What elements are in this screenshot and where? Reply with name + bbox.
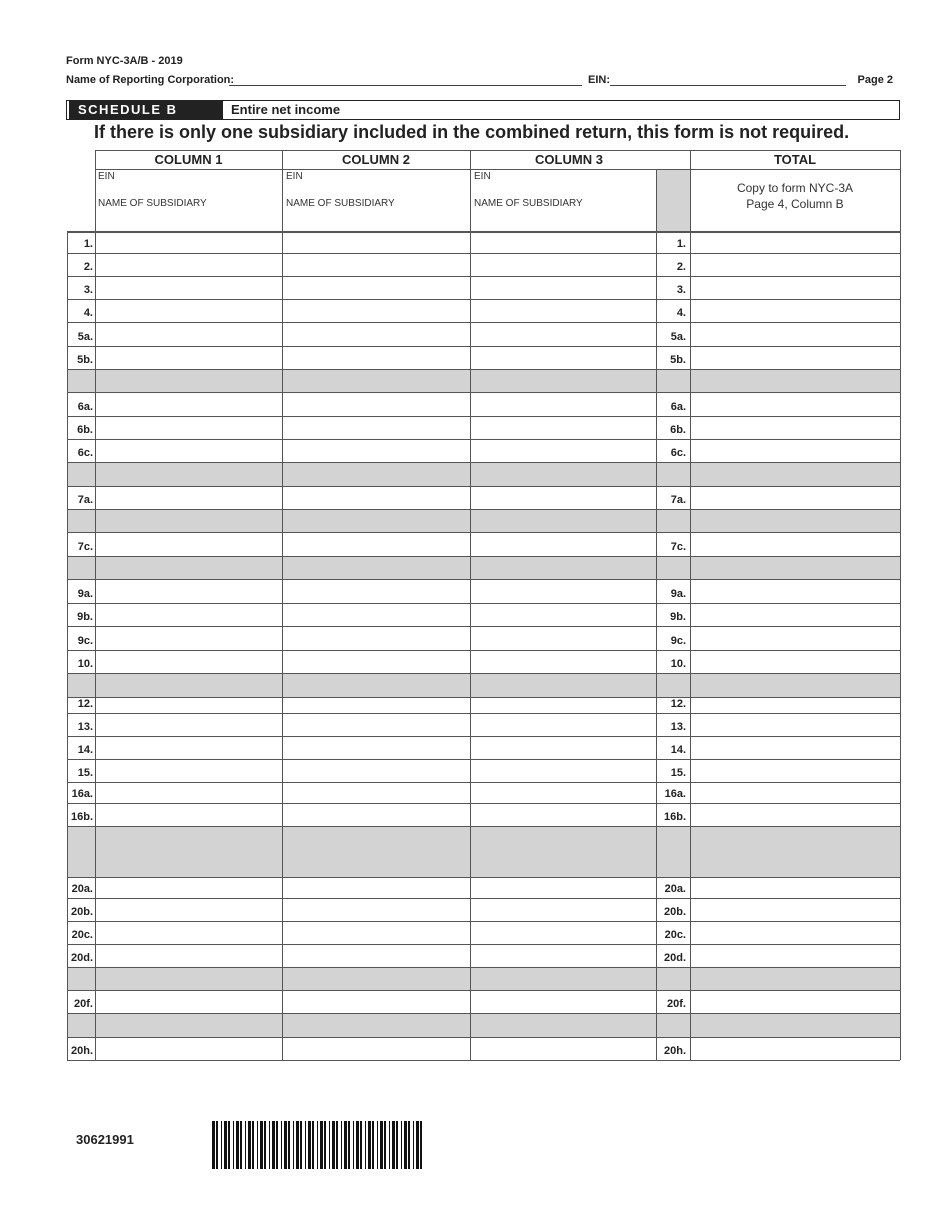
barcode-bar [416,1121,419,1169]
amount-cell[interactable] [283,580,469,602]
barcode-bar [308,1121,311,1169]
header-rule [95,169,900,170]
barcode-bar [252,1121,254,1169]
barcode-bar [272,1121,275,1169]
line-number-left: 2. [83,261,93,273]
amount-cell[interactable] [96,878,281,897]
row-rule [67,673,900,674]
amount-cell[interactable] [471,487,655,508]
line-number-left: 13. [77,721,93,733]
line-number-left: 3. [83,284,93,296]
row-rule [67,1013,900,1014]
amount-cell[interactable] [283,347,469,368]
amount-cell[interactable] [691,945,899,966]
amount-cell[interactable] [471,347,655,368]
line-number-right: 6a. [670,401,686,413]
line-number-right: 6b. [670,424,686,436]
amount-cell[interactable] [96,627,281,649]
line-number-left: 1. [83,238,93,250]
schedule-title: Entire net income [231,102,341,117]
line-number-left: 9a. [77,588,93,600]
shaded-row [67,1013,900,1037]
copy-note [690,180,900,212]
line-number-left: 7c. [77,541,93,553]
barcode-bar [372,1121,374,1169]
column-3-header: COLUMN 3 [535,152,603,167]
shaded-row [67,967,900,990]
line-number-right: 16b. [663,811,686,823]
amount-cell[interactable] [283,899,469,920]
amount-cell[interactable] [283,533,469,555]
amount-cell[interactable] [471,323,655,345]
amount-cell[interactable] [96,393,281,415]
amount-cell[interactable] [471,627,655,649]
amount-cell[interactable] [691,487,899,508]
amount-cell[interactable] [691,277,899,298]
barcode-bar [276,1121,278,1169]
header-shade-cell [656,170,690,231]
amount-cell[interactable] [96,1038,281,1059]
amount-cell[interactable] [96,991,281,1012]
amount-cell[interactable] [471,254,655,275]
amount-cell[interactable] [691,440,899,461]
col2-subsidiary-label: NAME OF SUBSIDIARY [286,198,395,209]
amount-cell[interactable] [471,714,655,735]
barcode-bar [300,1121,302,1169]
line-number-left: 20a. [71,883,93,895]
amount-cell[interactable] [96,714,281,735]
amount-cell[interactable] [96,580,281,602]
shaded-row [67,509,900,532]
amount-cell[interactable] [96,760,281,781]
barcode-bar [392,1121,395,1169]
line-number-left: 6b. [77,424,93,436]
amount-cell[interactable] [283,783,469,802]
amount-cell[interactable] [283,277,469,298]
col2-ein-label: EIN [286,171,303,182]
line-number-left: 12. [77,698,93,710]
amount-cell[interactable] [691,393,899,415]
col1-ein-label: EIN [98,171,115,182]
barcode-bar [341,1121,342,1169]
barcode-bar [348,1121,350,1169]
barcode-bar [329,1121,330,1169]
shaded-row [67,462,900,486]
barcode-bar [380,1121,383,1169]
line-number-left: 20h. [70,1045,93,1057]
amount-cell[interactable] [283,440,469,461]
line-number-right: 9a. [670,588,686,600]
line-number-right: 9c. [670,635,686,647]
line-number-right: 2. [676,261,686,273]
line-number-left: 20f. [74,998,93,1010]
amount-cell[interactable] [471,393,655,415]
col1-subsidiary-label: NAME OF SUBSIDIARY [98,198,207,209]
amount-cell[interactable] [96,945,281,966]
barcode-bar [413,1121,414,1169]
row-rule [67,462,900,463]
row-rule [67,1060,900,1061]
amount-cell[interactable] [283,760,469,781]
ein-label: EIN: [588,74,610,86]
amount-cell[interactable] [471,737,655,758]
barcode-bar [240,1121,242,1169]
amount-cell[interactable] [471,945,655,966]
line-number-right: 3. [676,284,686,296]
amount-cell[interactable] [283,651,469,672]
amount-cell[interactable] [691,604,899,625]
amount-cell[interactable] [471,232,655,252]
row-rule [67,556,900,557]
amount-cell[interactable] [691,804,899,825]
barcode-bar [212,1121,215,1169]
line-number-left: 6a. [77,401,93,413]
barcode-bar [221,1121,222,1169]
barcode-bar [401,1121,402,1169]
amount-cell[interactable] [283,487,469,508]
amount-cell[interactable] [471,991,655,1012]
amount-cell[interactable] [471,783,655,802]
amount-cell[interactable] [471,417,655,438]
amount-cell[interactable] [283,627,469,649]
amount-cell[interactable] [96,300,281,321]
line-number-right: 20c. [664,929,686,941]
barcode-bar [260,1121,263,1169]
amount-cell[interactable] [691,533,899,555]
barcode-bar [248,1121,251,1169]
line-number-right: 14. [670,744,686,756]
amount-cell[interactable] [471,922,655,943]
amount-cell[interactable] [96,899,281,920]
line-number-right: 5a. [670,331,686,343]
amount-cell[interactable] [96,922,281,943]
barcode-bar [324,1121,326,1169]
line-number-left: 16b. [70,811,93,823]
notice-text: If there is only one subsidiary included in the combined return, this form is not required. [94,122,850,142]
barcode-bar [317,1121,318,1169]
amount-cell[interactable] [691,760,899,781]
barcode-bar [236,1121,239,1169]
amount-cell[interactable] [691,651,899,672]
amount-cell[interactable] [471,533,655,555]
barcode-bar [360,1121,362,1169]
barcode-bar [365,1121,366,1169]
amount-cell[interactable] [471,651,655,672]
barcode-bar [233,1121,234,1169]
amount-cell[interactable] [691,300,899,321]
amount-cell[interactable] [283,232,469,252]
amount-cell[interactable] [283,393,469,415]
row-rule [67,826,900,827]
row-rule [67,967,900,968]
amount-cell[interactable] [96,651,281,672]
line-number-left: 4. [83,307,93,319]
barcode-bar [224,1121,227,1169]
amount-cell[interactable] [96,440,281,461]
amount-cell[interactable] [96,783,281,802]
amount-cell[interactable] [283,417,469,438]
line-number-left: 5b. [77,354,93,366]
line-number-right: 10. [670,658,686,670]
amount-cell[interactable] [283,300,469,321]
line-number-right: 9b. [670,611,686,623]
amount-cell[interactable] [691,1038,899,1059]
barcode-bar [384,1121,386,1169]
form-number: 30621991 [76,1132,134,1147]
amount-cell[interactable] [691,347,899,368]
amount-cell[interactable] [96,347,281,368]
amount-cell[interactable] [96,737,281,758]
column-2-header: COLUMN 2 [342,152,410,167]
amount-cell[interactable] [96,533,281,555]
amount-cell[interactable] [691,922,899,943]
copy-note-line-2: Page 4, Column B [746,197,844,211]
line-number-right: 7a. [670,494,686,506]
line-number-left: 20b. [70,906,93,918]
line-number-left: 10. [77,658,93,670]
barcode-bar [353,1121,354,1169]
amount-cell[interactable] [96,604,281,625]
name-label: Name of Reporting Corporation: [66,74,235,86]
amount-cell[interactable] [283,991,469,1012]
amount-cell[interactable] [471,698,655,712]
amount-cell[interactable] [691,254,899,275]
barcode-bar [269,1121,270,1169]
line-number-right: 20d. [663,952,686,964]
amount-cell[interactable] [471,899,655,920]
barcode-bar [377,1121,378,1169]
barcode-bar [293,1121,294,1169]
shaded-row [67,556,900,579]
line-number-right: 16a. [664,788,686,800]
amount-cell[interactable] [96,254,281,275]
amount-cell[interactable] [691,899,899,920]
barcode-bar [344,1121,347,1169]
barcode-bar [312,1121,314,1169]
amount-cell[interactable] [283,323,469,345]
line-number-left: 6c. [77,447,93,459]
amount-cell[interactable] [283,254,469,275]
amount-cell[interactable] [691,878,899,897]
amount-cell[interactable] [471,300,655,321]
barcode-bar [257,1121,258,1169]
barcode [212,1121,426,1169]
row-rule [67,509,900,510]
line-number-left: 14. [77,744,93,756]
amount-cell[interactable] [691,323,899,345]
line-number-right: 20a. [664,883,686,895]
amount-cell[interactable] [471,440,655,461]
line-number-left: 20c. [71,929,93,941]
shaded-row [67,369,900,392]
amount-cell[interactable] [691,698,899,712]
col3-ein-label: EIN [474,171,491,182]
line-number-left: 5a. [77,331,93,343]
amount-cell[interactable] [471,580,655,602]
table-top-rule [95,150,900,151]
barcode-bar [320,1121,323,1169]
barcode-bar [296,1121,299,1169]
line-number-left: 9c. [77,635,93,647]
line-number-right: 20f. [667,998,686,1010]
line-number-right: 4. [676,307,686,319]
amount-cell[interactable] [283,945,469,966]
line-number-right: 5b. [670,354,686,366]
amount-cell[interactable] [96,487,281,508]
schedule-badge: SCHEDULE B [69,101,223,119]
barcode-bar [284,1121,287,1169]
line-number-right: 20b. [663,906,686,918]
amount-cell[interactable] [283,737,469,758]
amount-cell[interactable] [471,604,655,625]
barcode-bar [336,1121,338,1169]
amount-cell[interactable] [96,277,281,298]
amount-cell[interactable] [283,698,469,712]
line-number-left: 15. [77,767,93,779]
barcode-bar [404,1121,407,1169]
amount-cell[interactable] [691,783,899,802]
amount-cell[interactable] [691,991,899,1012]
amount-cell[interactable] [96,804,281,825]
amount-cell[interactable] [471,878,655,897]
col3-subsidiary-label: NAME OF SUBSIDIARY [474,198,583,209]
amount-cell[interactable] [96,323,281,345]
barcode-bar [245,1121,246,1169]
amount-cell[interactable] [96,417,281,438]
page-label: Page 2 [857,74,893,86]
amount-cell[interactable] [471,1038,655,1059]
barcode-bar [389,1121,390,1169]
barcode-bar [332,1121,335,1169]
amount-cell[interactable] [691,737,899,758]
line-number-left: 20d. [70,952,93,964]
amount-cell[interactable] [283,604,469,625]
line-number-right: 15. [670,767,686,779]
barcode-bar [356,1121,359,1169]
amount-cell[interactable] [691,714,899,735]
amount-cell[interactable] [691,580,899,602]
column-1-header: COLUMN 1 [154,152,223,167]
amount-cell[interactable] [691,232,899,252]
barcode-bar [368,1121,371,1169]
shaded-row [67,826,900,877]
barcode-bar [420,1121,422,1169]
copy-note-line-1: Copy to form NYC-3A [736,181,854,195]
amount-cell[interactable] [96,232,281,252]
barcode-bar [288,1121,290,1169]
total-header: TOTAL [773,152,817,167]
amount-cell[interactable] [471,277,655,298]
line-number-right: 1. [676,238,686,250]
line-number-left: 16a. [71,788,93,800]
barcode-bar [281,1121,282,1169]
row-rule [67,369,900,370]
line-number-left: 7a. [77,494,93,506]
amount-cell[interactable] [471,760,655,781]
line-number-right: 13. [670,721,686,733]
barcode-bar [228,1121,230,1169]
line-number-right: 6c. [670,447,686,459]
amount-cell[interactable] [96,698,281,712]
amount-cell[interactable] [283,1038,469,1059]
barcode-bar [396,1121,398,1169]
amount-cell[interactable] [283,922,469,943]
amount-cell[interactable] [283,804,469,825]
amount-cell[interactable] [471,804,655,825]
barcode-bar [305,1121,306,1169]
barcode-bar [216,1121,218,1169]
line-number-left: 9b. [77,611,93,623]
barcode-bar [264,1121,266,1169]
form-id: Form NYC-3A/B - 2019 [66,55,183,67]
line-number-right: 20h. [663,1045,686,1057]
line-number-right: 12. [670,698,686,710]
shaded-row [67,673,900,697]
barcode-bar [408,1121,410,1169]
line-number-right: 7c. [670,541,686,553]
amount-cell[interactable] [691,417,899,438]
amount-cell[interactable] [283,714,469,735]
amount-cell[interactable] [691,627,899,649]
right-border [900,150,901,1060]
amount-cell[interactable] [283,878,469,897]
